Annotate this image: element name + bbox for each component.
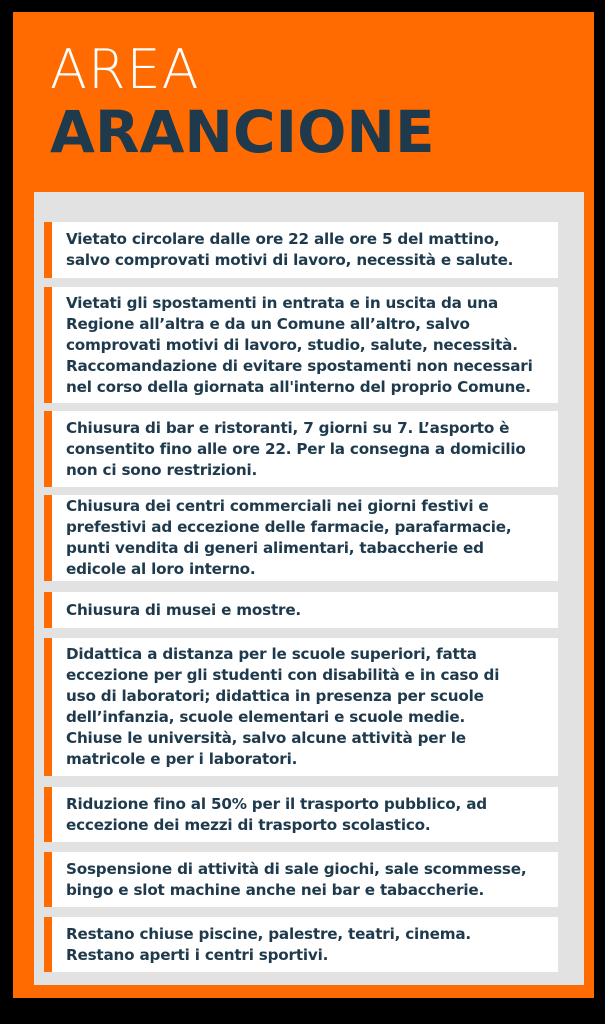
title-line-area: AREA [50, 38, 200, 101]
rule-card-gaming-rooms [44, 852, 558, 907]
rule-card-curfew [44, 222, 558, 278]
rule-card-public-transport [44, 787, 558, 842]
rule-card-bars-restaurants [44, 411, 558, 487]
rule-text: Didattica a distanza per le scuole superiori, fatta eccezione per gli studenti con disabilità e in caso di uso di laboratori; didattica in presenza per scuole dell’infanzia, scuole elementari e scuole medie. Chiuse le università, salvo alcune attività per le matricole e per i laboratori. [66, 645, 500, 768]
rule-text: Chiusura dei centri commerciali nei giorni festivi e prefestivi ad eccezione delle farmacie, parafarmacie, punti vendita di generi alimentari, tabaccherie ed edicole al loro interno. [66, 497, 512, 578]
rule-card-sports [44, 917, 558, 972]
rule-card-schools [44, 638, 558, 776]
rule-text: Vietati gli spostamenti in entrata e in uscita da una Regione all’altra e da un Comune all’altro, salvo comprovati motivi di lavoro, studio, salute, necessità. Raccomandazione di evitare spostamenti non necessari nel corso della giornata all'interno del proprio Comune. [66, 293, 533, 396]
rule-card-shopping-centers [44, 495, 558, 581]
rule-card-travel [44, 287, 558, 403]
rule-text: Restano chiuse piscine, palestre, teatri, cinema. Restano aperti i centri sportivi. [66, 924, 471, 964]
rule-text: Riduzione fino al 50% per il trasporto pubblico, ad eccezione dei mezzi di trasporto scolastico. [66, 794, 487, 834]
rule-text: Chiusura di bar e ristoranti, 7 giorni su 7. L’asporto è consentito fino alle ore 22. Per la consegna a domicilio non ci sono restrizioni. [66, 418, 526, 479]
rule-text: Sospensione di attività di sale giochi, sale scommesse, bingo e slot machine anche nei bar e tabaccherie. [66, 859, 527, 899]
title-line-arancione: ARANCIONE [50, 98, 435, 166]
rule-text: Chiusura di musei e mostre. [66, 600, 301, 619]
rule-text: Vietato circolare dalle ore 22 alle ore 5 del mattino, salvo comprovati motivi di lavoro, necessità e salute. [66, 230, 514, 269]
rule-card-museums [44, 592, 558, 628]
